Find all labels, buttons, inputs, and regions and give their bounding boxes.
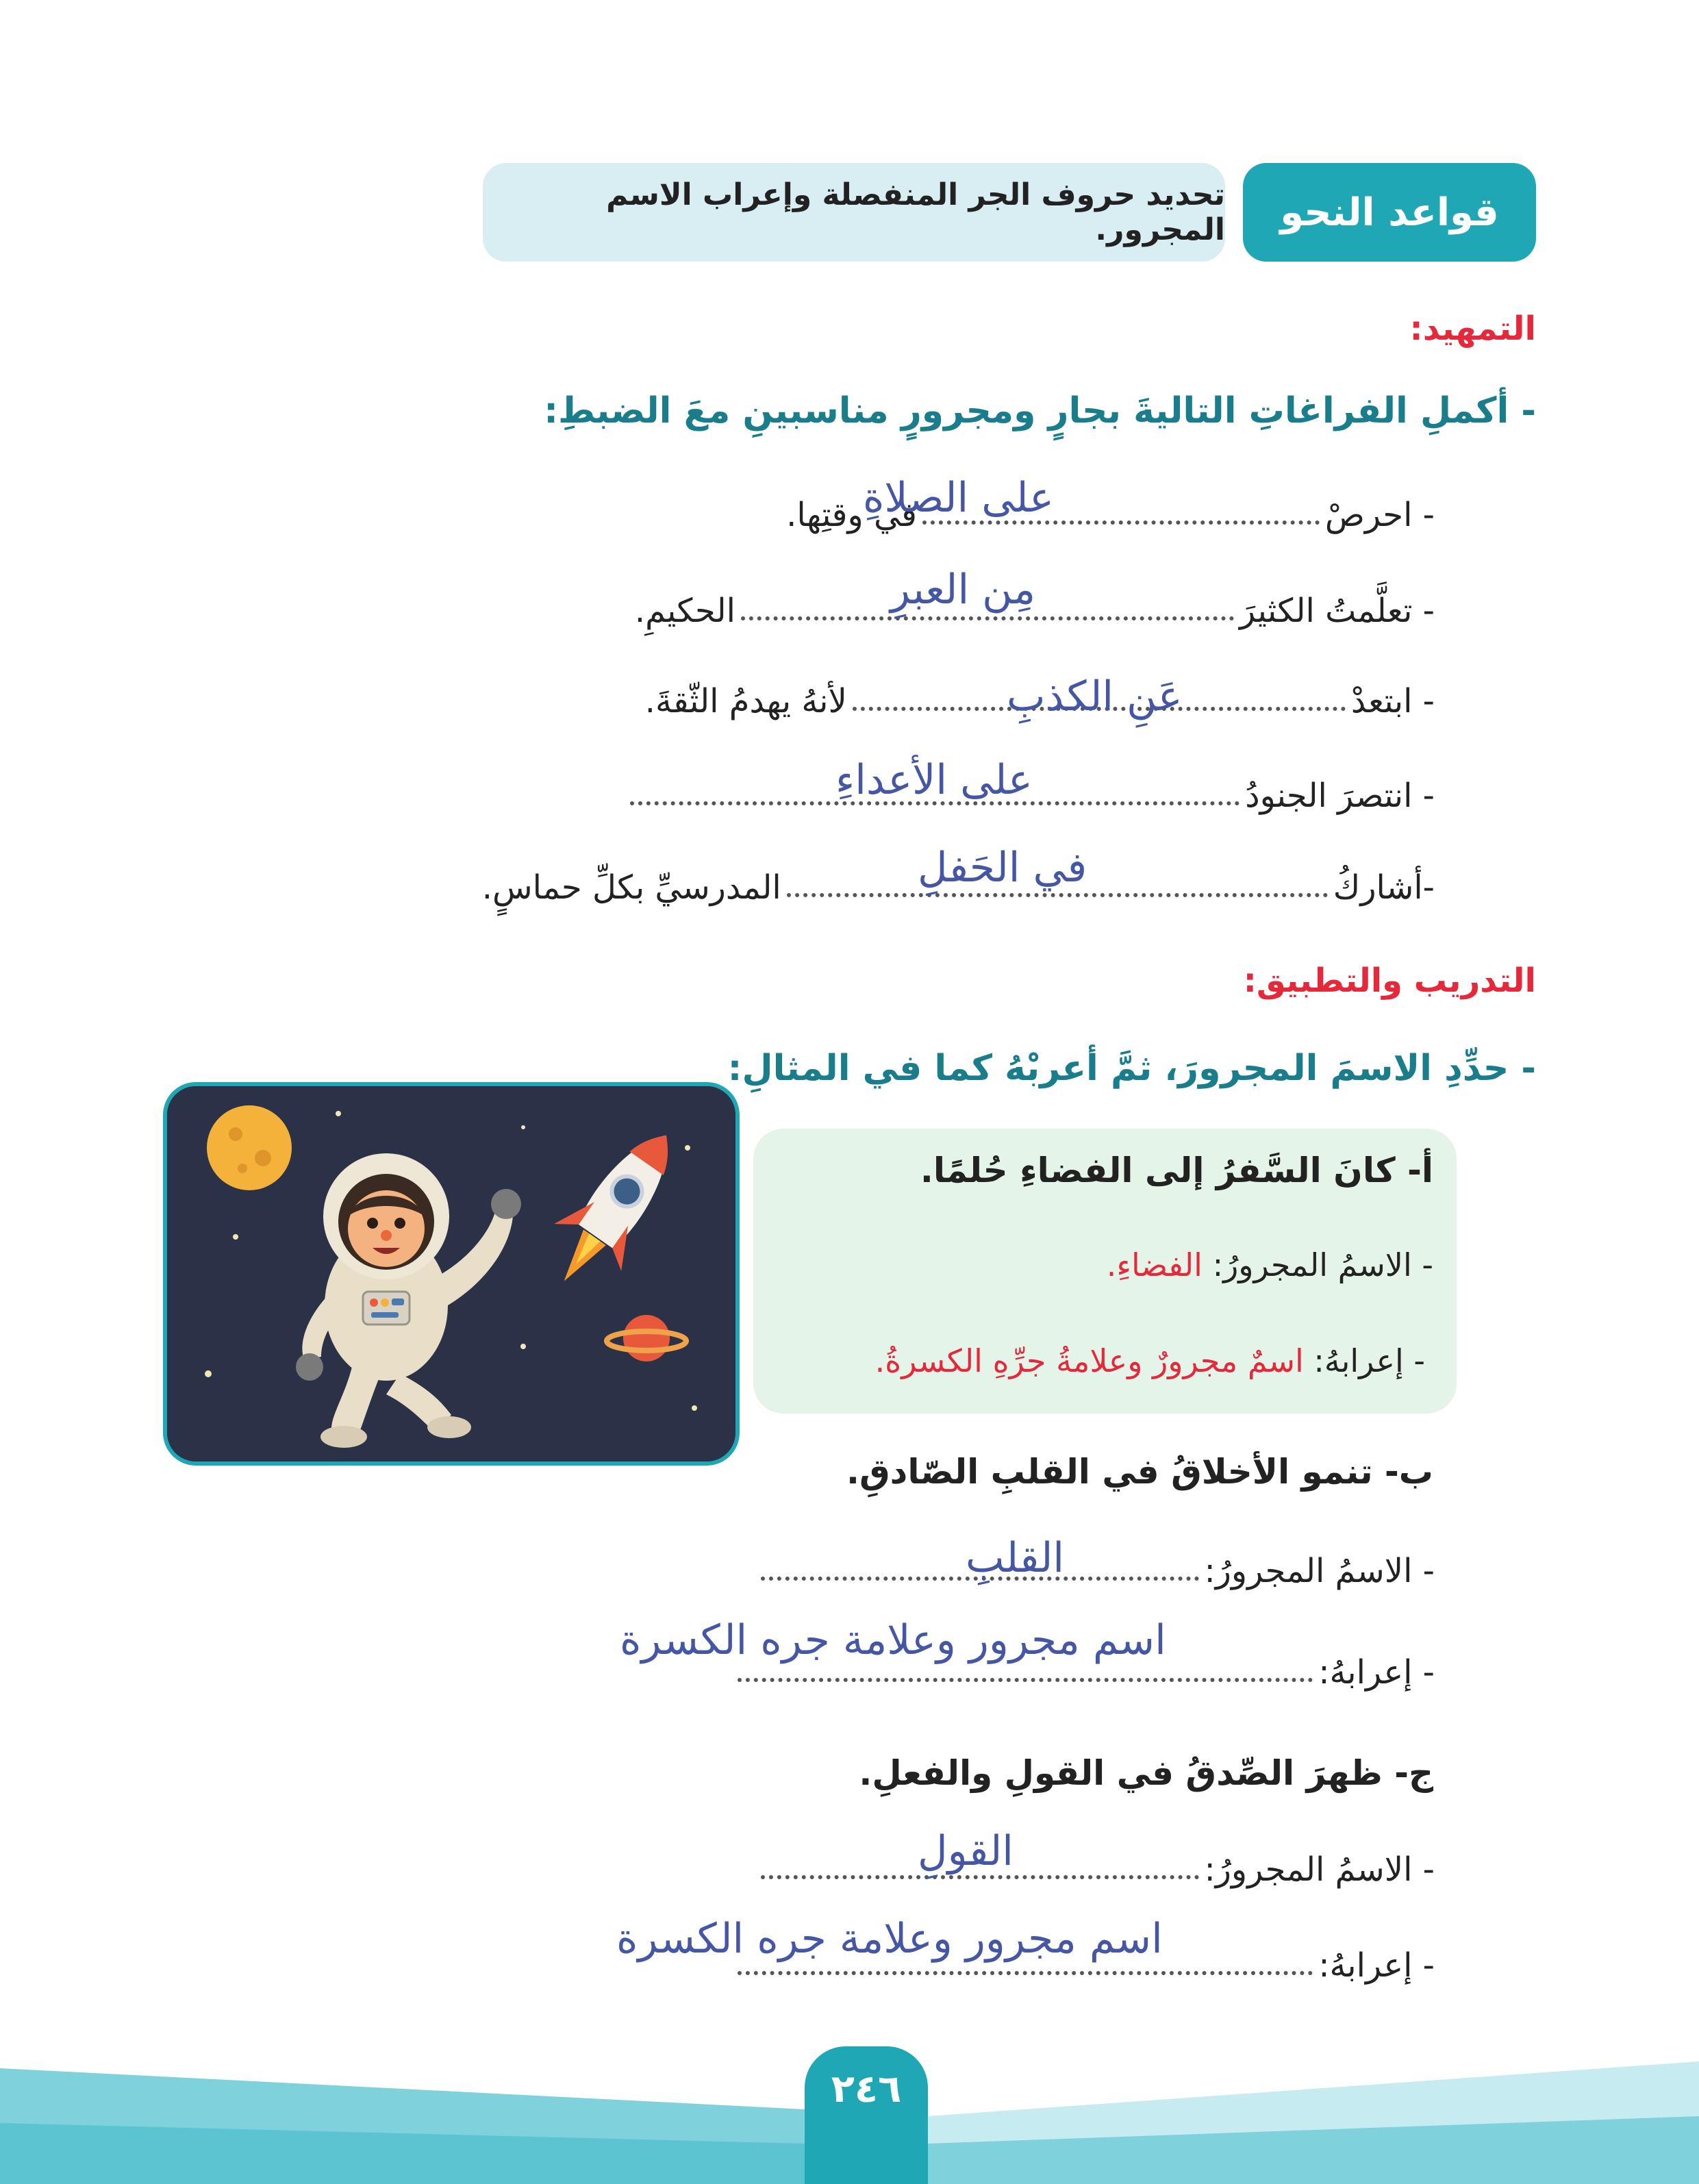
item-after: في وقتِها. [786, 496, 917, 534]
parse-label: - إعرابهُ: [1313, 1342, 1425, 1379]
noun-line [755, 1535, 1435, 1590]
handwritten-answer: مِن العبرِ [890, 566, 1035, 614]
item-before: - انتصرَ الجنودُ [1245, 777, 1435, 815]
item-before: - ابتعدْ [1350, 682, 1435, 720]
item-before: - تعلَّمتُ الكثيرَ [1239, 592, 1435, 630]
noun-line [755, 1834, 1435, 1889]
item-after: الحكيمِ. [634, 592, 735, 630]
section-label: قواعد النحو [1243, 163, 1536, 262]
handwritten-answer: اسم مجرور وعلامة جره الكسرة [616, 1915, 1163, 1963]
handwritten-answer: القلبِ [966, 1534, 1065, 1582]
handwritten-answer: عَنِ الكذبِ [1007, 673, 1183, 720]
handwritten-answer: على الأعداءِ [835, 756, 1033, 804]
lesson-title: تحديد حروف الجر المنفصلة وإعراب الاسم المجرور. [483, 163, 1225, 262]
blank [761, 1875, 1199, 1879]
item-before: - احرصْ [1324, 496, 1435, 534]
example-sentence: أ- كانَ السَّفرُ إلى الفضاءِ حُلمًا. [920, 1151, 1433, 1190]
item-sentence: ب- تنمو الأخلاقُ في القلبِ الصّادقِ. [846, 1452, 1433, 1492]
practice-heading: التدريب والتطبيق: [1243, 962, 1536, 1000]
blank [738, 1678, 1313, 1682]
parse-label: - إعرابهُ: [1318, 1653, 1435, 1692]
page-number: ٢٤٦ [805, 2046, 928, 2184]
astronaut-rocket-space-illustration [167, 1086, 735, 1461]
item-after: لأنهُ يهدمُ الثّقةَ. [644, 682, 847, 720]
item-after: المدرسيِّ بكلِّ حماسٍ. [481, 868, 781, 907]
noun-value: الفضاءِ. [1106, 1246, 1203, 1283]
noun-label: - الاسمُ المجرورُ: [1204, 1850, 1435, 1889]
intro-instruction: - أكملِ الفراغاتِ التاليةَ بجارٍ ومجرورٍ مناسبينِ معَ الضبطِ: [544, 390, 1536, 431]
parse-value: اسمٌ مجرورٌ وعلامةُ جرِّهِ الكسرةُ. [874, 1342, 1304, 1379]
example-noun-line [1107, 1246, 1433, 1283]
handwritten-answer: على الصلاةِ [863, 474, 1054, 522]
item-before: -أشاركُ [1333, 868, 1435, 907]
parse-label: - إعرابهُ: [1318, 1946, 1435, 1985]
practice-instruction: - حدِّدِ الاسمَ المجرورَ، ثمَّ أعربْهُ كما في المثالِ: [727, 1048, 1536, 1089]
blank [787, 893, 1328, 897]
handwritten-answer: في الحَفلِ [918, 844, 1087, 892]
intro-heading: التمهيد: [1409, 310, 1536, 348]
noun-label: - الاسمُ المجرورُ: [1204, 1552, 1435, 1590]
noun-label: - الاسمُ المجرورُ: [1212, 1246, 1433, 1283]
blank [738, 1971, 1313, 1975]
handwritten-answer: اسم مجرور وعلامة جره الكسرة [620, 1616, 1166, 1664]
handwritten-answer: القولِ [918, 1827, 1014, 1875]
astronaut-illustration [163, 1082, 740, 1466]
item-sentence: ج- ظهرَ الصِّدقُ في القولِ والفعلِ. [859, 1753, 1433, 1793]
example-parse-line [875, 1342, 1425, 1379]
blank [741, 616, 1234, 620]
